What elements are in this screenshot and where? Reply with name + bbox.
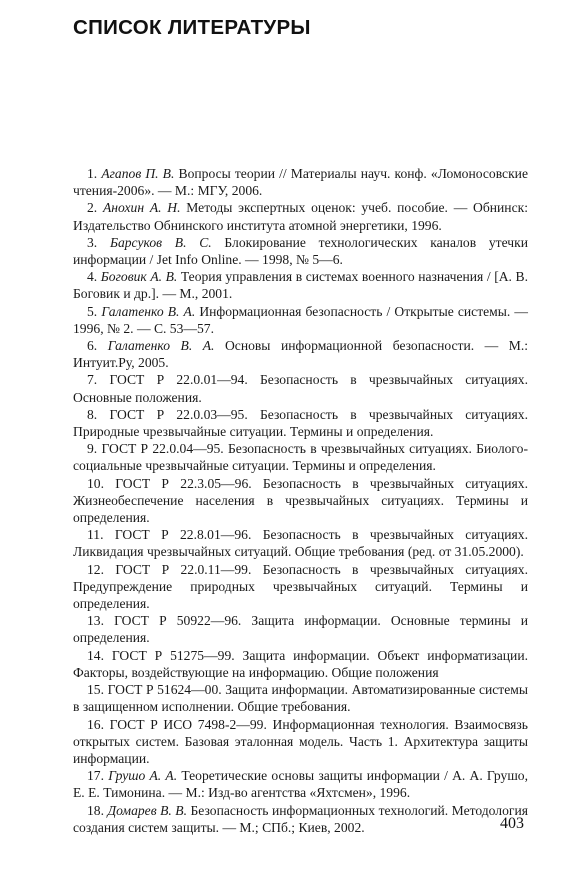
reference-text: ГОСТ Р 51624—00. Защита информации. Автоматизированные системы в защищенном исполнении. Общие требования. [73,682,529,715]
reference-text: ГОСТ Р 51275—99. Защита информации. Объект информатизации. Факторы, воздействующие на информацию. Общие положения [73,647,529,680]
reference-number: 16. [87,716,104,732]
reference-item [73,767,528,801]
reference-item [73,526,528,560]
reference-text: Теоретические основы защиты информации / А. А. Грушо, Е. Е. Тимонина. — М.: Изд-во агентства «Яхтсмен», 1996. [73,768,529,801]
reference-text: Методы экспертных оценок: учеб. пособие. — Обнинск: Издательство Обнинского института атомной энергетики, 1996. [73,200,528,233]
reference-item [73,440,528,474]
reference-text: Информационная безопасность / Открытые системы. — 1996, № 2. — С. 53—57. [73,303,529,336]
reference-text: ГОСТ Р 22.0.03—95. Безопасность в чрезвычайных ситуациях. Природные чрезвычайные ситуации. Термины и определения. [73,406,528,440]
reference-item [73,612,528,646]
reference-text: ГОСТ Р 22.0.04—95. Безопасность в чрезвычайных ситуациях. Биолого-социальные чрезвычайные ситуации. Термины и определения. [73,441,528,474]
reference-list [73,165,528,836]
reference-number: 13. [87,613,104,629]
reference-number: 12. [87,561,104,577]
reference-number: 10. [87,475,104,491]
reference-number: 8. [87,406,98,422]
reference-item [73,647,528,681]
reference-text: ГОСТ Р 50922—96. Защита информации. Основные термины и определения. [73,613,528,646]
reference-item [73,716,528,768]
reference-item [73,268,528,302]
reference-item [73,406,528,440]
reference-author: Боговик А. В. [100,269,178,285]
reference-item [73,199,528,233]
reference-text: Блокирование технологических каналов утечки информации / Jet Info Online. — 1998, № 5—6. [73,234,528,268]
reference-number: 5. [87,303,98,319]
reference-author: Грушо А. А. [108,768,178,784]
reference-number: 7. [87,372,98,388]
reference-item [73,337,528,371]
reference-author: Галатенко В. А. [101,303,196,319]
reference-text: Теория управления в системах военного назначения / [А. В. Боговик и др.]. — М., 2001. [73,269,528,302]
reference-item [73,165,528,199]
reference-number: 18. [87,802,104,818]
reference-author: Барсуков В. С. [109,234,212,250]
reference-item [73,475,528,527]
reference-author: Анохин А. Н. [102,200,181,216]
reference-number: 4. [87,269,98,285]
reference-item [73,371,528,405]
reference-item [73,681,528,715]
reference-text: ГОСТ Р 22.0.11—99. Безопасность в чрезвычайных ситуациях. Предупреждение природных чрезвычайных ситуаций. Термины и определения. [73,561,528,612]
reference-text: ГОСТ Р ИСО 7498-2—99. Информационная технология. Взаимосвязь открытых систем. Базовая эталонная модель. Часть 1. Архитектура защиты информации. [73,716,529,766]
reference-text: Вопросы теории // Материалы науч. конф. «Ломоносовские чтения-2006». — М.: МГУ, 2006. [73,166,528,199]
reference-number: 9. [87,441,98,457]
reference-number: 11. [87,527,104,543]
reference-text: ГОСТ Р 22.0.01—94. Безопасность в чрезвычайных ситуациях. Основные положения. [73,372,528,405]
reference-item [73,561,528,613]
reference-author: Домарев В. В. [107,802,187,818]
reference-number: 1. [87,166,98,181]
reference-number: 17. [87,768,104,784]
reference-number: 2. [87,200,98,216]
reference-item [73,303,528,337]
reference-text: Основы информационной безопасности. — М.: Интуит.Ру, 2005. [73,338,529,371]
reference-item [73,234,528,268]
reference-text: ГОСТ Р 22.8.01—96. Безопасность в чрезвычайных ситуациях. Ликвидация чрезвычайных ситуаций. Общие требования (ред. от 31.05.2000). [73,527,529,560]
reference-author: Агапов П. В. [101,166,175,181]
reference-text: Безопасность информационных технологий. Методология создания систем защиты. — М.; СПб.; Киев, 2002. [73,802,528,835]
reference-item [73,802,528,836]
reference-number: 3. [87,234,98,250]
reference-author: Галатенко В. А. [107,338,215,354]
page-title: СПИСОК ЛИТЕРАТУРЫ [73,16,311,39]
reference-text: ГОСТ Р 22.3.05—96. Безопасность в чрезвычайных ситуациях. Жизнеобеспечение населения в чрезвычайных ситуациях. Термины и определения. [73,475,528,526]
reference-number: 15. [87,682,104,698]
reference-number: 14. [87,647,104,663]
reference-number: 6. [87,338,98,354]
page-number: 403 [500,815,524,832]
